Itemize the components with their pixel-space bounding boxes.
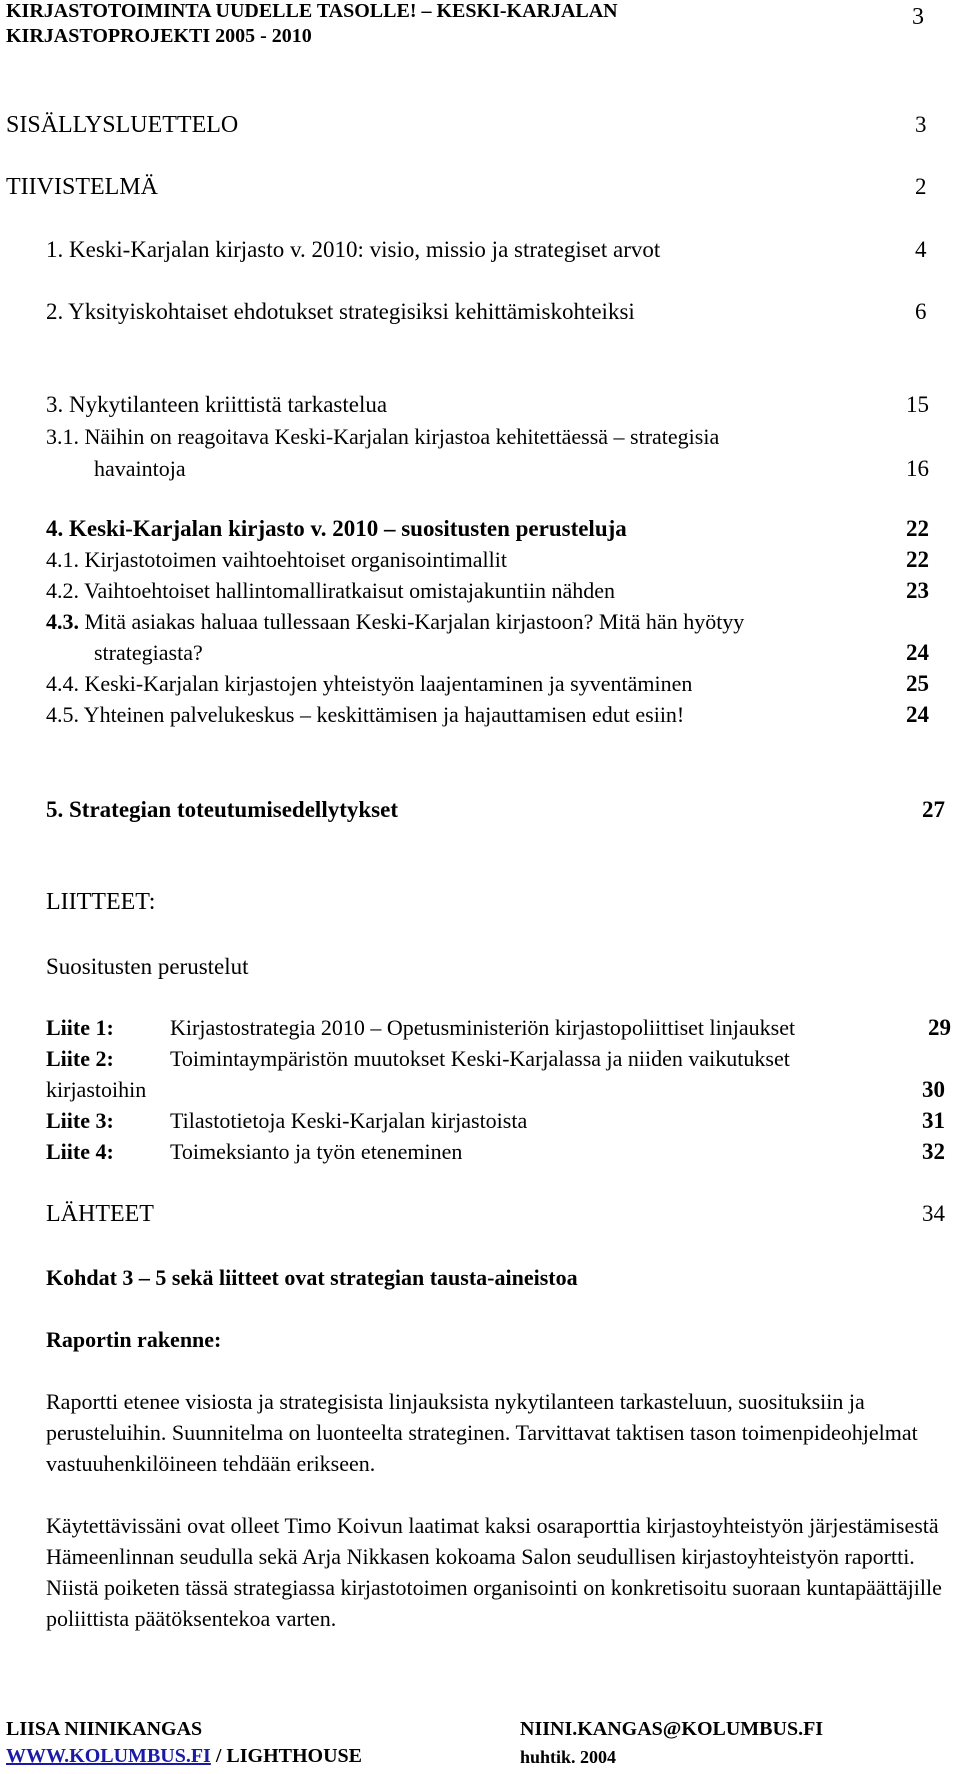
toc-section-4-3-line2: strategiasta? xyxy=(94,640,203,665)
footer-website-line xyxy=(6,1745,362,1768)
toc-section-4-3-line1 xyxy=(46,609,744,635)
toc-summary-label: TIIVISTELMÄ xyxy=(6,174,158,200)
toc-section-4-5: 4.5. Yhteinen palvelukeskus – keskittämisen ja hajauttamisen edut esiin! xyxy=(46,702,685,727)
appendix-3-text: Tilastotietoja Keski-Karjalan kirjastoista xyxy=(170,1108,528,1133)
toc-section-4-1: 4.1. Kirjastotoimen vaihtoehtoiset organisointimallit xyxy=(46,547,507,572)
toc-contents-page: 3 xyxy=(915,112,927,137)
appendix-3-label: Liite 3: xyxy=(46,1108,114,1133)
appendix-1-label: Liite 1: xyxy=(46,1015,114,1040)
structure-heading: Raportin rakenne: xyxy=(46,1327,222,1352)
toc-section-4-1-page: 22 xyxy=(906,547,929,572)
toc-section-4-4-page: 25 xyxy=(906,671,929,696)
toc-section-4: 4. Keski-Karjalan kirjasto v. 2010 – suositusten perusteluja xyxy=(46,516,627,541)
structure-paragraph-1: Raportti etenee visiosta ja strategisista linjauksista nykytilanteen tarkasteluun, suosituksiin ja perusteluihin. Suunnitelma on luonteelta strateginen. Tarvittavat taktisen tason toimenpideohjelmat vastuuhenkilöineen tehdään erikseen. xyxy=(46,1389,918,1476)
toc-section-4-4: 4.4. Keski-Karjalan kirjastojen yhteistyön laajentaminen ja syventäminen xyxy=(46,671,693,696)
running-header-line2: KIRJASTOPROJEKTI 2005 - 2010 xyxy=(6,25,312,47)
appendix-2-text-cont: kirjastoihin xyxy=(46,1077,147,1102)
toc-section-3: 3. Nykytilanteen kriittistä tarkastelua xyxy=(46,392,388,417)
footer-date: huhtik. 2004 xyxy=(520,1747,617,1767)
appendix-4-text: Toimeksianto ja työn eteneminen xyxy=(170,1139,463,1164)
appendix-1-page: 29 xyxy=(928,1015,951,1040)
sources-page: 34 xyxy=(922,1201,945,1226)
appendix-1-text: Kirjastostrategia 2010 – Opetusministeriön kirjastopoliittiset linjaukset xyxy=(170,1015,796,1040)
footer-website-link[interactable]: WWW.KOLUMBUS.FI xyxy=(6,1745,211,1767)
toc-section-4-3-text: Mitä asiakas haluaa tullessaan Keski-Karjalan kirjastoon? Mitä hän hyötyy xyxy=(79,609,745,634)
footer-author: LIISA NIINIKANGAS xyxy=(6,1718,203,1740)
appendix-2-label: Liite 2: xyxy=(46,1046,114,1071)
appendix-4-page: 32 xyxy=(922,1139,945,1164)
toc-contents-label: SISÄLLYSLUETTELO xyxy=(6,112,239,138)
toc-section-4-page: 22 xyxy=(906,516,929,541)
toc-section-1: 1. Keski-Karjalan kirjasto v. 2010: visio, missio ja strategiset arvot xyxy=(46,237,661,262)
toc-section-3-1-line2: havaintoja xyxy=(94,456,186,481)
toc-section-3-1-line1: 3.1. Näihin on reagoitava Keski-Karjalan kirjastoa kehitettäessä – strategisia xyxy=(46,424,720,449)
appendix-2-text: Toimintaympäristön muutokset Keski-Karjalassa ja niiden vaikutukset xyxy=(170,1046,790,1071)
toc-summary-page: 2 xyxy=(915,174,927,199)
structure-paragraph-2: Käytettävissäni ovat olleet Timo Koivun laatimat kaksi osaraporttia kirjastoyhteistyön järjestämisestä Hämeenlinnan seudulla sekä Arja Nikkasen kokoama Salon seudullisen kirjastoyhteistyön raportti. Niistä poiketen tässä strategiassa kirjastotoimen organisointi on konkretisoitu suoraan kuntapäättäjille poliittista päätöksentekoa varten. xyxy=(46,1513,942,1631)
running-header-line1: KIRJASTOTOIMINTA UUDELLE TASOLLE! – KESKI-KARJALAN xyxy=(6,0,618,22)
toc-section-4-2: 4.2. Vaihtoehtoiset hallintomalliratkaisut omistajakuntiin nähden xyxy=(46,578,616,603)
appendix-4-label: Liite 4: xyxy=(46,1139,114,1164)
toc-section-3-1-page: 16 xyxy=(906,456,929,481)
toc-section-4-5-page: 24 xyxy=(906,702,929,727)
toc-section-4-2-page: 23 xyxy=(906,578,929,603)
toc-section-1-page: 4 xyxy=(915,237,927,262)
appendices-heading: LIITTEET: xyxy=(46,889,156,915)
sources-label: LÄHTEET xyxy=(46,1201,154,1227)
page-number: 3 xyxy=(912,4,924,30)
footer-email: NIINI.KANGAS@KOLUMBUS.FI xyxy=(520,1718,824,1740)
background-note: Kohdat 3 – 5 sekä liitteet ovat strategian tausta-aineistoa xyxy=(46,1265,578,1290)
footer-org: / LIGHTHOUSE xyxy=(210,1745,362,1767)
appendices-subheading: Suositusten perustelut xyxy=(46,954,249,979)
toc-section-5: 5. Strategian toteutumisedellytykset xyxy=(46,797,398,822)
toc-section-5-page: 27 xyxy=(922,797,945,822)
toc-section-2-page: 6 xyxy=(915,299,927,324)
toc-section-2: 2. Yksityiskohtaiset ehdotukset strategisiksi kehittämiskohteiksi xyxy=(46,299,635,324)
appendix-3-page: 31 xyxy=(922,1108,945,1133)
toc-section-4-3-prefix: 4.3. xyxy=(46,609,79,634)
appendix-2-page: 30 xyxy=(922,1077,945,1102)
toc-section-4-3-page: 24 xyxy=(906,640,929,665)
toc-section-3-page: 15 xyxy=(906,392,929,417)
